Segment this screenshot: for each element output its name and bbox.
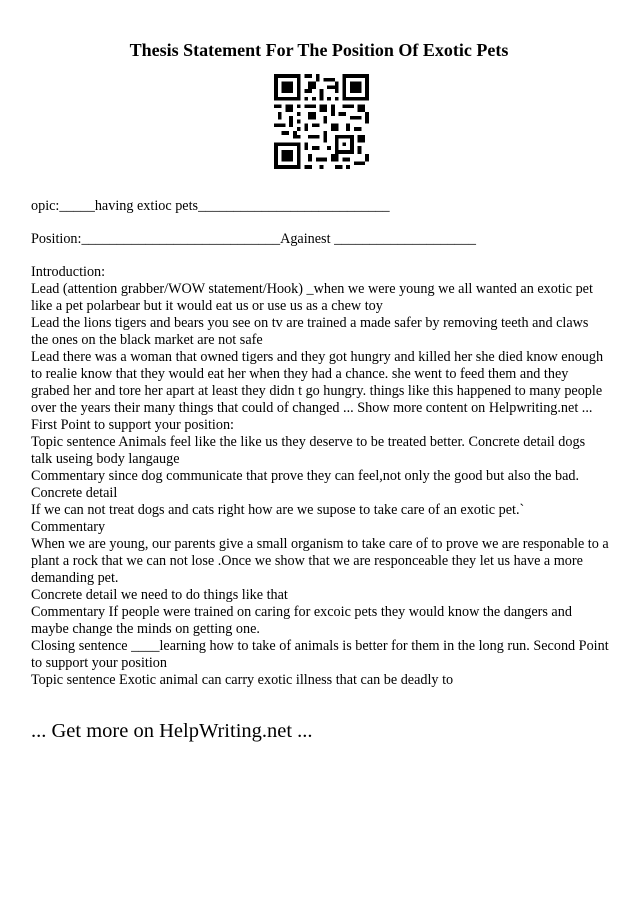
paragraph-question: If we can not treat dogs and cats right how are we supose to take care of an exotic pet.` [31, 502, 525, 518]
paragraph-lead-3: Lead there was a woman that owned tigers and they got hungry and killed her she died know enough to realie know that they would eat her when they had a chance. she went to feed them and they grabed her and tore her apart at least they didn t go hungry. things like this happened to many people over the years their many things that could of changed ... Show more content on Helpwriting.net ... [31, 349, 604, 416]
qr-code-graphic [274, 74, 369, 169]
page-title: Thesis Statement For The Position Of Exotic Pets [129, 40, 509, 60]
paragraph-topic-sentence-1: Topic sentence Animals feel like the like us they deserve to be treated better. Concrete detail dogs talk useing body langauge [31, 434, 586, 467]
paragraph-commentary-2: Commentary If people were trained on caring for excoic pets they would know the dangers and maybe change the minds on getting one. [31, 604, 572, 637]
qr-code-icon [274, 74, 369, 169]
paragraph-lead-2: Lead the lions tigers and bears you see on tv are trained a made safer by removing teeth and claws the ones on the black market are not safe [31, 315, 589, 348]
body-text [31, 264, 609, 689]
paragraph-lead-1: Lead (attention grabber/WOW statement/Hook) _when we were young we all wanted an exotic pet like a pet polarbear but it would eat us or use us as a chew toy [31, 281, 593, 314]
paragraph-first-point: First Point to support your position: [31, 417, 234, 433]
topic-line: opic:_____having extioc pets___________________________ [31, 198, 390, 214]
paragraph-closing-sentence: Closing sentence ____learning how to take of animals is better for them in the long run. Second Point to support your position [31, 638, 609, 671]
paragraph-introduction: Introduction: [31, 264, 106, 280]
paragraph-concrete-detail: Concrete detail we need to do things like that [31, 587, 288, 603]
paragraph-commentary-label: Commentary [31, 519, 106, 535]
position-line: Position:____________________________Againest ____________________ [31, 231, 476, 247]
paragraph-young: When we are young, our parents give a small organism to take care of to prove we are responable to a plant a rock that we can not lose .Once we show that we are responceable they let us have a more demanding pet. [31, 536, 609, 586]
get-more-link[interactable]: ... Get more on HelpWriting.net ... [31, 720, 313, 742]
paragraph-commentary-1: Commentary since dog communicate that prove they can feel,not only the good but also the bad. Concrete detail [31, 468, 580, 501]
paragraph-topic-sentence-2: Topic sentence Exotic animal can carry exotic illness that can be deadly to [31, 672, 454, 688]
